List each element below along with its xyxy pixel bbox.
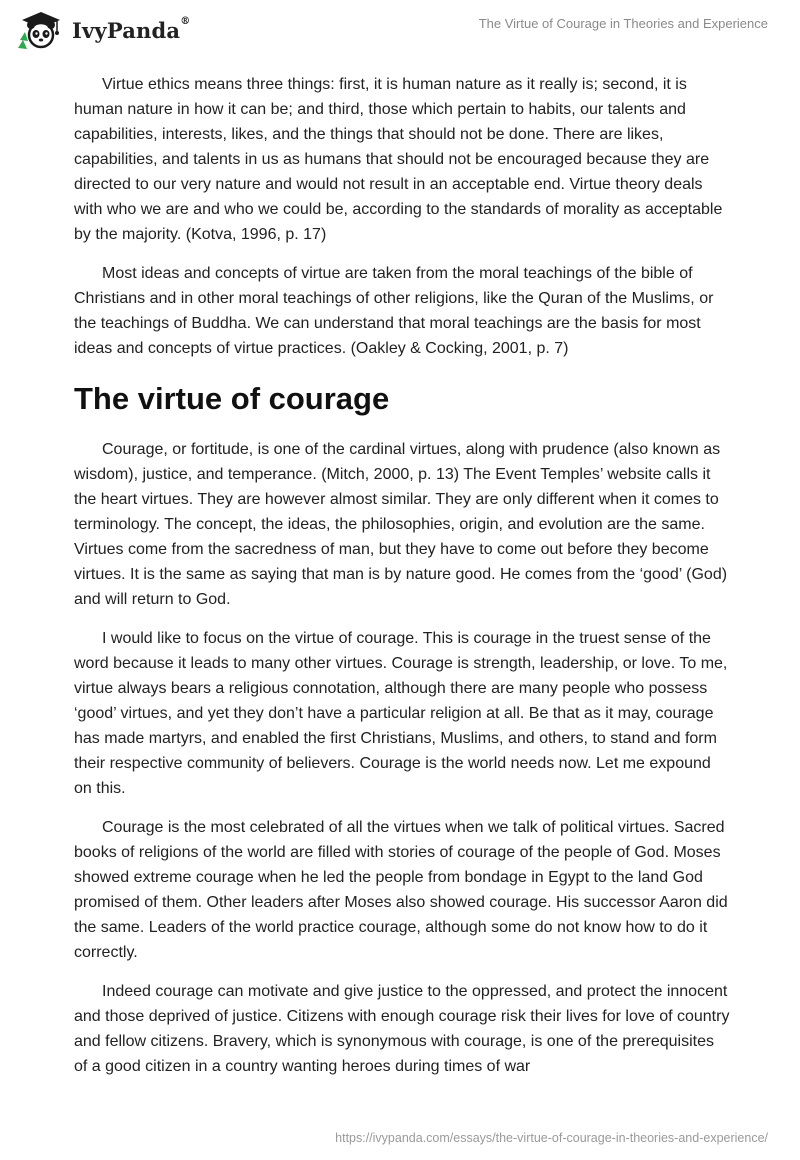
paragraph: Most ideas and concepts of virtue are taken from the moral teachings of the bible of Christians and in other moral teachings of other religions, like the Quran of the Muslims, or the teachings of Buddha. We can understand that moral teachings are the basis for most ideas and concepts of virtue practices. (Oakley & Cocking, 2001, p. 7) — [74, 265, 714, 357]
logo-text: IvyPanda® — [72, 15, 191, 43]
page-header — [0, 0, 800, 58]
section-heading: The virtue of courage — [74, 381, 390, 416]
paragraph: Virtue ethics means three things: first, it is human nature as it really is; second, it is human nature in how it can be; and third, those which pertain to habits, our talents and capabilities, interests, likes, and the things that should not be done. There are likes, capabilities, and talents in us as humans that should not be encouraged because they are directed to our very nature and would not result in an acceptable end. Virtue theory deals with who we are and who we could be, according to the standards of morality as acceptable by the majority. (Kotva, 1996, p. 17) — [74, 76, 723, 243]
source-url[interactable]: https://ivypanda.com/essays/the-virtue-of-courage-in-theories-and-experience/ — [335, 1131, 768, 1145]
essay-content — [74, 72, 730, 1093]
paragraph: I would like to focus on the virtue of courage. This is courage in the truest sense of the word because it leads to many other virtues. Courage is strength, leadership, or love. To me, virtue always bears a religious connotation, although there are many people who possess ‘good’ virtues, and yet they don’t have a particular religion at all. Be that as it may, courage has made martyrs, and enabled the first Christians, Muslims, and others, to stand and form their respective community of believers. Courage is the world needs now. Let me expound on this. — [74, 630, 728, 797]
paragraph: Courage, or fortitude, is one of the cardinal virtues, along with prudence (also known as wisdom), justice, and temperance. (Mitch, 2000, p. 13) The Event Temples’ website calls it the heart virtues. They are however almost similar. They are only different when it comes to terminology. The concept, the ideas, the philosophies, origin, and evolution are the same. Virtues come from the sacredness of man, but they have to come out before they become virtues. It is the same as saying that man is by nature good. He comes from the ‘good’ (God) and will return to God. — [74, 441, 728, 608]
paragraph: Courage is the most celebrated of all the virtues when we talk of political virtues. Sacred books of religions of the world are filled with stories of courage of the people of God. Moses showed extreme courage when he led the people from bondage in Egypt to the land God promised of them. Other leaders after Moses also showed courage. His successor Aaron did the same. Leaders of the world practice courage, although some do not know how to do it correctly. — [74, 819, 728, 961]
panda-graduate-icon — [16, 10, 66, 50]
document-title: The Virtue of Courage in Theories and Experience — [478, 16, 768, 31]
ivypanda-logo[interactable] — [16, 10, 190, 50]
paragraph: Indeed courage can motivate and give justice to the oppressed, and protect the innocent and those deprived of justice. Citizens with enough courage risk their lives for love of country and fellow citizens. Bravery, which is synonymous with courage, is one of the prerequisites of a good citizen in a country wanting heroes during times of war — [74, 983, 730, 1075]
